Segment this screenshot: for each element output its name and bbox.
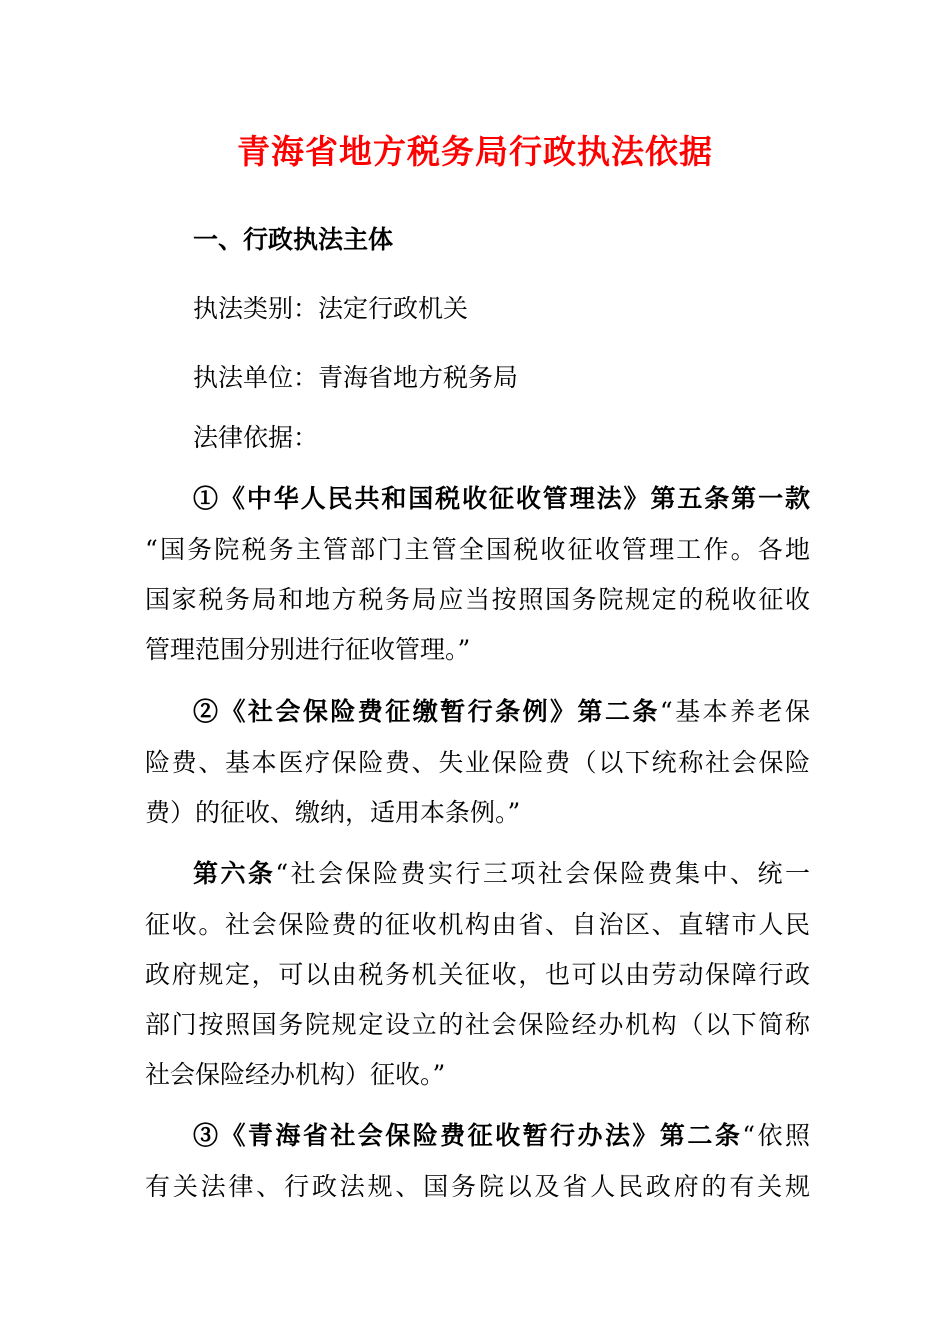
item2b-text-line: 征收。社会保险费的征收机构由省、自治区、直辖市人民 — [145, 910, 810, 939]
item3-law-title: ③《青海省社会保险费征收暂行办法》第二条 — [193, 1121, 743, 1150]
item2-first-line — [193, 692, 810, 732]
item2b-text-line: 政府规定，可以由税务机关征收，也可以由劳动保障行政 — [145, 960, 810, 989]
item2b-text-line: 社会保险经办机构）征收。” — [145, 1060, 446, 1089]
item2b-text-start: “社会保险费实行三项社会保险费集中、统一 — [275, 859, 810, 888]
item1-text-line: 国家税务局和地方税务局应当按照国务院规定的税收征收 — [145, 585, 810, 614]
item2b-first-line — [193, 854, 810, 894]
item3-first-line — [193, 1116, 810, 1156]
document-title: 青海省地方税务局行政执法依据 — [237, 132, 713, 171]
enforcement-unit: 执法单位：青海省地方税务局 — [193, 363, 519, 392]
item2-text-line: 险费、基本医疗保险费、失业保险费（以下统称社会保险 — [145, 748, 810, 777]
item1-law-title: ①《中华人民共和国税收征收管理法》第五条第一款 — [193, 484, 810, 513]
item2b-article-title: 第六条 — [193, 859, 276, 888]
item1-text-line: “国务院税务主管部门主管全国税收征收管理工作。各地 — [145, 535, 810, 564]
section-heading: 一、行政执法主体 — [193, 225, 394, 254]
item3-text-start: “依照 — [742, 1121, 810, 1150]
legal-basis-label: 法律依据： — [193, 423, 319, 452]
item1-text-line: 管理范围分别进行征收管理。” — [145, 635, 471, 664]
item3-text-line: 有关法律、行政法规、国务院以及省人民政府的有关规 — [145, 1172, 810, 1201]
item2b-text-line: 部门按照国务院规定设立的社会保险经办机构（以下简称 — [145, 1010, 810, 1039]
item2-law-title: ②《社会保险费征缴暂行条例》第二条 — [193, 697, 660, 726]
item2-text-start: “基本养老保 — [659, 697, 810, 726]
item2-text-line: 费）的征收、缴纳，适用本条例。” — [145, 798, 521, 827]
enforcement-category: 执法类别：法定行政机关 — [193, 294, 469, 323]
